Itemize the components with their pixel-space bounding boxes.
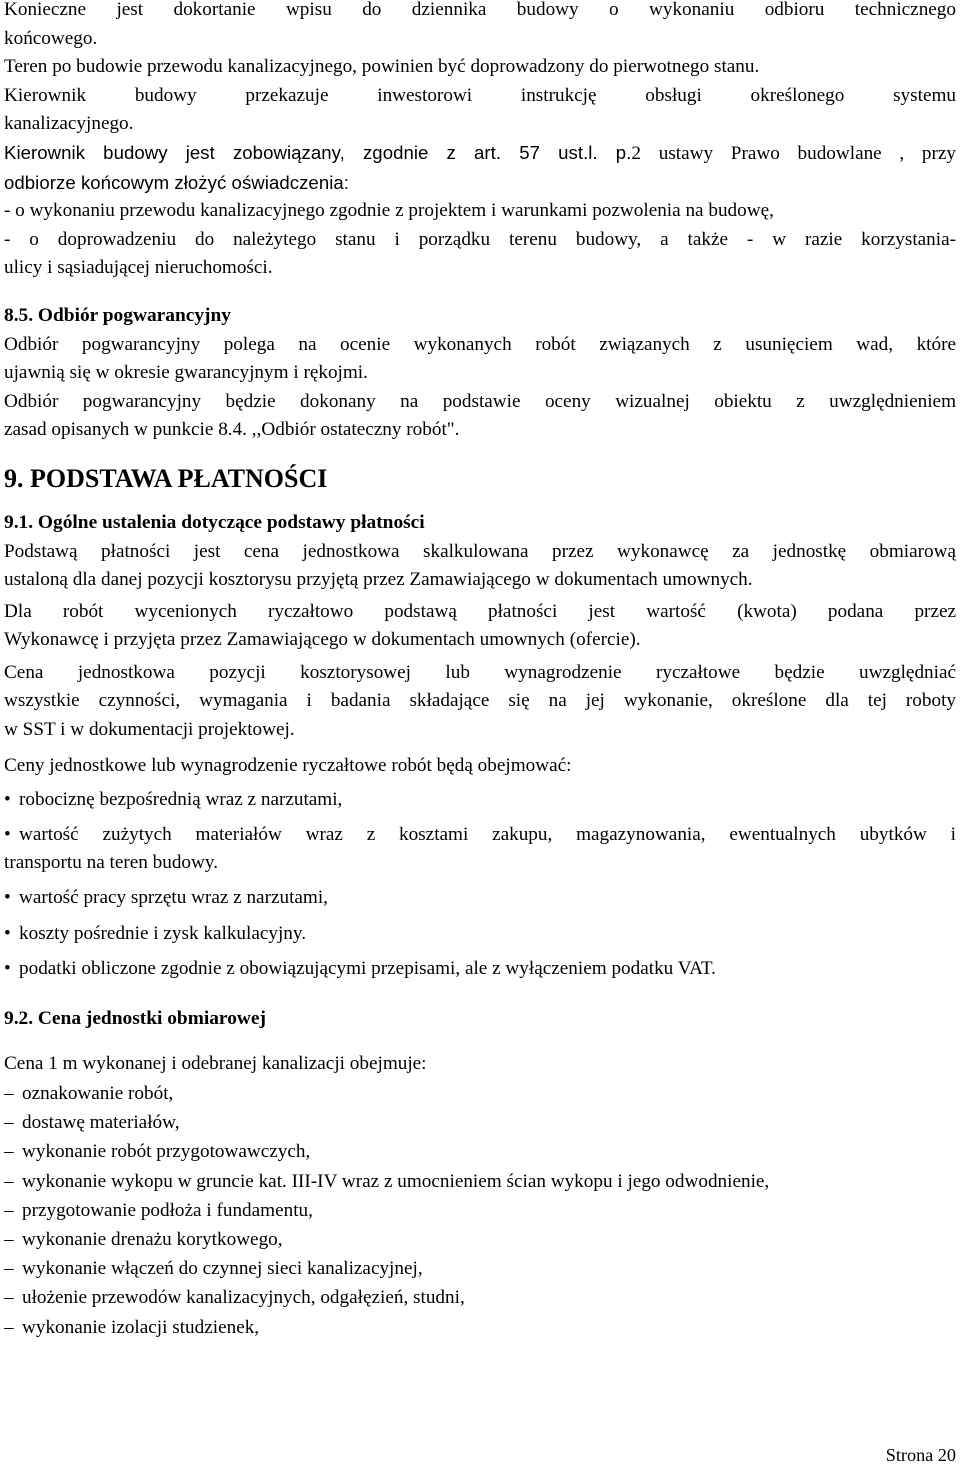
section-8-5-paragraph-1: [4, 331, 956, 388]
text-line: w SST i w dokumentacji projektowej.: [4, 719, 295, 741]
text-line: Odbiór pogwarancyjny polega na ocenie wykonanych robót związanych z usunięciem wad, które: [4, 333, 956, 355]
text-line: Cena jednostkowa pozycji kosztorysowej lub wynagrodzenie ryczałtowe będzie uwzględniać: [4, 661, 956, 683]
bullet-icon: •: [4, 958, 11, 980]
text-line: ustaloną dla danej pozycji kosztorysu przyjętą przez Zamawiającego w dokumentach umownych.: [4, 569, 753, 591]
list-item: [4, 786, 956, 815]
intro-paragraph-porzadek: [4, 226, 956, 283]
dash-icon: –: [4, 1229, 14, 1251]
bullet-icon: •: [4, 887, 11, 909]
list-item: [4, 1313, 956, 1342]
section-9-1-paragraph-2: [4, 598, 956, 655]
list-item-text: oznakowanie robót,: [22, 1083, 174, 1104]
text-line: Ceny jednostkowe lub wynagrodzenie ryczałtowe robót będą obejmować:: [4, 754, 572, 776]
page-number: Strona 20: [885, 1445, 956, 1465]
list-item-text: wykonanie włączeń do czynnej sieci kanalizacyjnej,: [22, 1258, 423, 1280]
list-item-text: koszty pośrednie i zysk kalkulacyjny.: [19, 922, 307, 944]
list-item: [4, 1137, 956, 1166]
text-line: - o doprowadzeniu do należytego stanu i porządku terenu budowy, a także - w razie korzystania-: [4, 228, 956, 250]
text-line: Konieczne jest dokortanie wpisu do dziennika budowy o wykonaniu odbioru technicznego: [4, 0, 956, 20]
text-line: Odbiór pogwarancyjny będzie dokonany na podstawie oceny wizualnej obiektu z uwzględnieniem: [4, 390, 956, 412]
text-line: Podstawą płatności jest cena jednostkowa skalkulowana przez wykonawcę za jednostkę obmiarową: [4, 540, 956, 562]
list-item: [4, 1079, 956, 1108]
section-9-1-paragraph-3: [4, 659, 956, 745]
section-9-1-paragraph-4: [4, 752, 956, 781]
dash-icon: –: [4, 1170, 14, 1192]
text-line: ujawnią się w okresie gwarancyjnym i rękojmi.: [4, 362, 368, 384]
list-item-text: podatki obliczone zgodnie z obowiązującymi przepisami, ale z wyłączeniem podatku VAT.: [19, 958, 716, 980]
section-heading-9: 9. PODSTAWA PŁATNOŚCI: [4, 463, 328, 493]
section-heading-9-2: 9.2. Cena jednostki obmiarowej: [4, 1007, 266, 1029]
text-line: końcowego.: [4, 27, 98, 49]
list-item: [4, 1254, 956, 1283]
text-line: wszystkie czynności, wymagania i badania składające się na jej wykonanie, określone dla tej roboty: [4, 690, 956, 712]
bullet-icon: •: [4, 922, 11, 944]
list-item: [4, 884, 956, 913]
dash-icon: –: [4, 1258, 14, 1280]
text-line: [4, 821, 956, 850]
text-line: - o wykonaniu przewodu kanalizacyjnego zgodnie z projektem i warunkami pozwolenia na budowę,: [4, 200, 774, 222]
text-line: Kierownik budowy przekazuje inwestorowi instrukcję obsługi określonego systemu: [4, 84, 956, 106]
list-item-text: wykonanie drenażu korytkowego,: [22, 1229, 283, 1251]
text-fragment-serif: 2 ustawy Prawo budowlane , przy: [631, 142, 957, 164]
text-fragment-sans: Kierownik budowy jest zobowiązany, zgodnie z art. 57 ust.l. p.: [4, 141, 632, 163]
list-item: [4, 1108, 956, 1137]
dash-list: [4, 1079, 956, 1342]
text-line: Wykonawcę i przyjęta przez Zamawiającego w dokumentach umownych (ofercie).: [4, 629, 641, 651]
list-item-text: wykonanie robót przygotowawczych,: [22, 1141, 311, 1163]
text-line: [4, 139, 956, 169]
intro-paragraph-dziennik: [4, 0, 956, 53]
text-line: odbiorze końcowym złożyć oświadczenia:: [4, 171, 350, 193]
section-9-2-intro: Cena 1 m wykonanej i odebranej kanalizacji obejmuje:: [4, 1053, 427, 1075]
dash-icon: –: [4, 1112, 14, 1134]
list-item: [4, 955, 956, 984]
text-line: kanalizacyjnego.: [4, 113, 134, 135]
text-line: Teren po budowie przewodu kanalizacyjnego, powinien być doprowadzony do pierwotnego stanu.: [4, 56, 760, 78]
list-item: [4, 1283, 956, 1312]
intro-paragraph-instrukcja: [4, 82, 956, 139]
list-item-text: ułożenie przewodów kanalizacyjnych, odgałęzień, studni,: [22, 1287, 465, 1309]
list-item-text: robociznę bezpośrednią wraz z narzutami,: [19, 789, 343, 811]
list-item-text: wartość pracy sprzętu wraz z narzutami,: [19, 887, 328, 909]
text-line: Dla robót wycenionych ryczałtowo podstawą płatności jest wartość (kwota) podana przez: [4, 600, 956, 622]
bullet-icon: •: [4, 823, 11, 845]
bullet-icon: •: [4, 789, 11, 811]
list-item: [4, 821, 956, 878]
intro-paragraph-teren: [4, 53, 956, 82]
dash-icon: –: [4, 1141, 14, 1163]
dash-icon: –: [4, 1316, 14, 1338]
list-item: [4, 920, 956, 949]
section-heading-8-5: 8.5. Odbiór pogwarancyjny: [4, 304, 231, 326]
section-8-5-paragraph-2: [4, 388, 956, 445]
intro-paragraph-oswiadczenia: [4, 139, 956, 197]
list-item: [4, 1167, 956, 1196]
text-line: transportu na teren budowy.: [4, 852, 219, 874]
document-page: [4, 0, 956, 1467]
text-line: zasad opisanych w punkcie 8.4. ,,Odbiór ostateczny robót".: [4, 419, 460, 441]
dash-icon: –: [4, 1199, 14, 1221]
intro-paragraph-wykonanie: [4, 197, 956, 226]
text-line: ulicy i sąsiadującej nieruchomości.: [4, 257, 273, 279]
bullet-list: [4, 786, 956, 984]
list-item: [4, 1196, 956, 1225]
section-9-1-paragraph-1: [4, 538, 956, 595]
list-item: [4, 1225, 956, 1254]
dash-icon: –: [4, 1083, 14, 1104]
list-item-text: wartość zużytych materiałów wraz z kosztami zakupu, magazynowania, ewentualnych ubytków i: [19, 823, 956, 845]
section-heading-9-1: 9.1. Ogólne ustalenia dotyczące podstawy płatności: [4, 511, 425, 533]
dash-icon: –: [4, 1287, 14, 1309]
list-item-text: dostawę materiałów,: [22, 1112, 180, 1134]
list-item-text: przygotowanie podłoża i fundamentu,: [22, 1199, 313, 1221]
list-item-text: wykonanie wykopu w gruncie kat. III-IV wraz z umocnieniem ścian wykopu i jego odwodnienie,: [22, 1170, 770, 1192]
list-item-text: wykonanie izolacji studzienek,: [22, 1316, 260, 1338]
